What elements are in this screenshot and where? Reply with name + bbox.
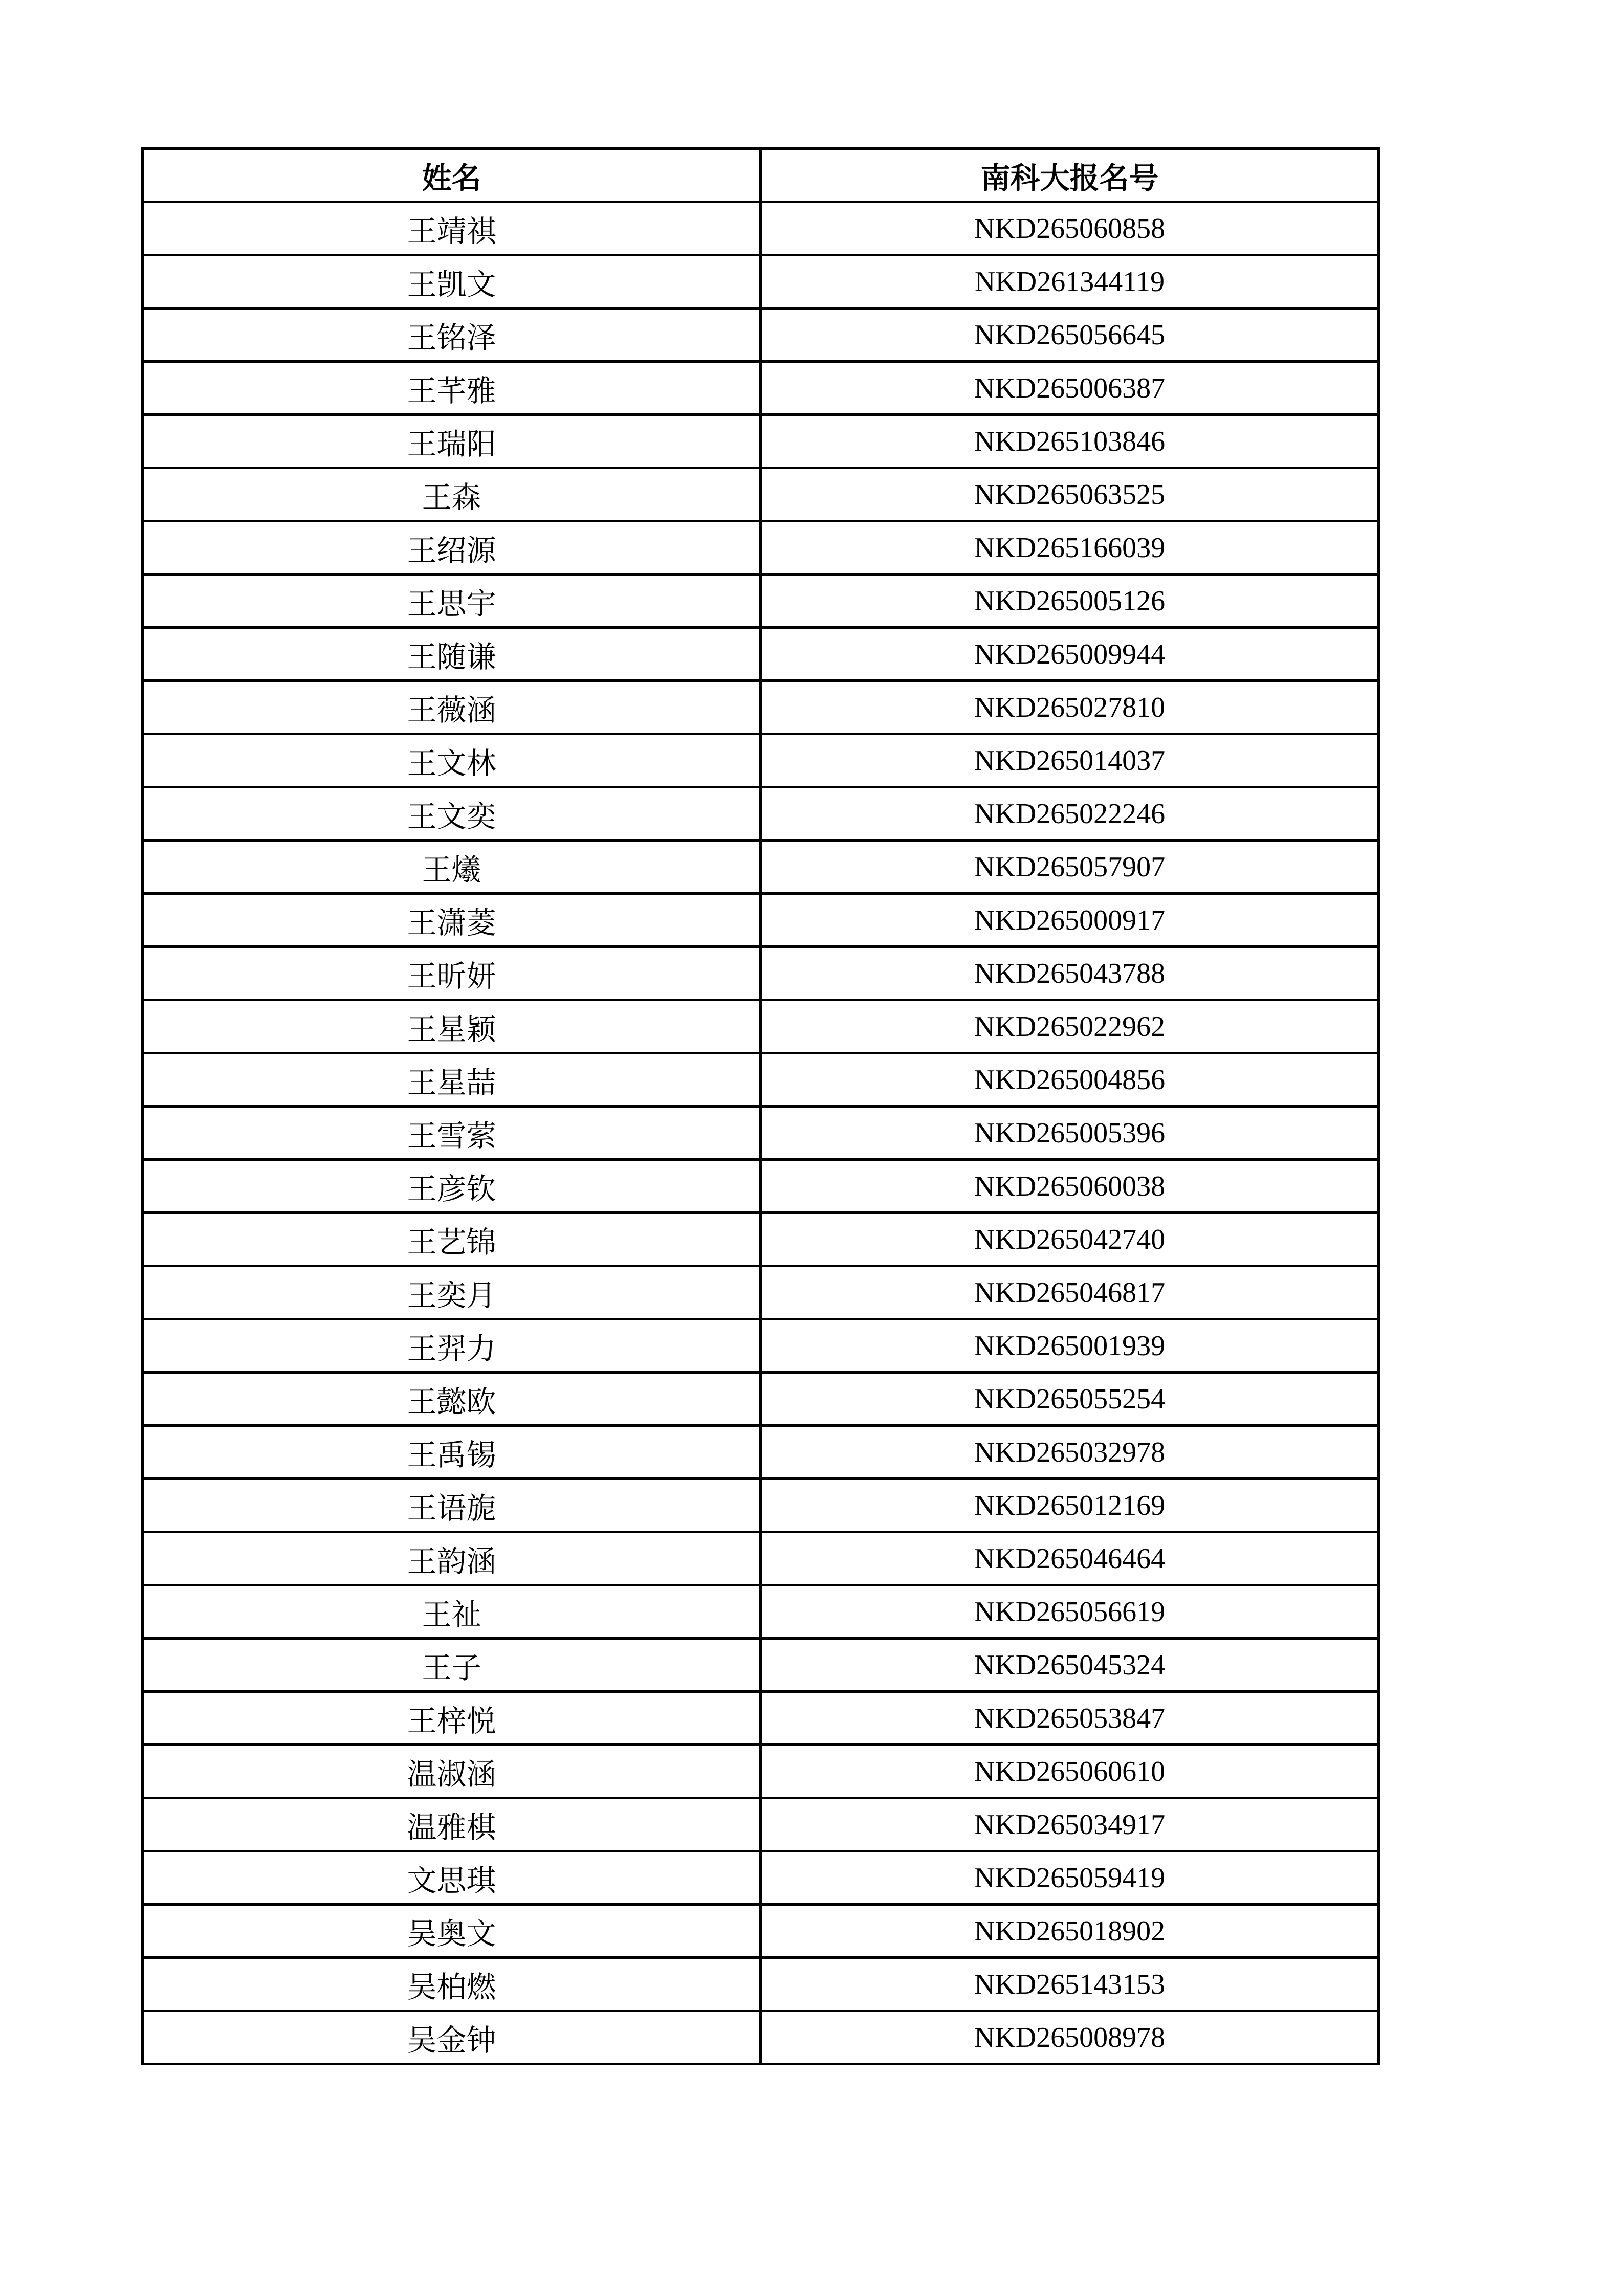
registration-number-cell: NKD265005396: [761, 1107, 1379, 1160]
table-body: [143, 202, 1379, 2064]
student-name-cell: 王韵涵: [143, 1532, 761, 1585]
registration-number-cell: NKD265012169: [761, 1479, 1379, 1532]
table-row: [143, 1905, 1379, 1958]
student-name-cell: 王铭泽: [143, 308, 761, 362]
registration-number-cell: NKD265032978: [761, 1426, 1379, 1479]
table-row: [143, 947, 1379, 1000]
table-row: [143, 1745, 1379, 1798]
student-name-cell: 温雅棋: [143, 1798, 761, 1851]
student-name-cell: 吴柏燃: [143, 1958, 761, 2011]
table-row: [143, 521, 1379, 575]
student-name-cell: 王森: [143, 468, 761, 521]
student-name-cell: 温淑涵: [143, 1745, 761, 1798]
student-name-cell: 王懿欧: [143, 1373, 761, 1426]
registration-number-cell: NKD265060610: [761, 1745, 1379, 1798]
registration-number-cell: NKD261344119: [761, 255, 1379, 308]
table-row: [143, 415, 1379, 468]
student-name-cell: 王艺锦: [143, 1213, 761, 1266]
student-name-cell: 王随谦: [143, 628, 761, 681]
student-name-cell: 文思琪: [143, 1851, 761, 1905]
registration-number-cell: NKD265005126: [761, 575, 1379, 628]
student-name-cell: 王靖祺: [143, 202, 761, 255]
registration-number-cell: NKD265022246: [761, 787, 1379, 841]
registration-number-cell: NKD265006387: [761, 362, 1379, 415]
student-name-cell: 王文奕: [143, 787, 761, 841]
registration-number-cell: NKD265056619: [761, 1585, 1379, 1639]
table-row: [143, 787, 1379, 841]
registration-number-cell: NKD265042740: [761, 1213, 1379, 1266]
table-row: [143, 681, 1379, 734]
registration-number-cell: NKD265143153: [761, 1958, 1379, 2011]
table-row: [143, 1160, 1379, 1213]
table-row: [143, 734, 1379, 787]
registration-number-cell: NKD265014037: [761, 734, 1379, 787]
registration-number-cell: NKD265056645: [761, 308, 1379, 362]
registration-number-cell: NKD265055254: [761, 1373, 1379, 1426]
table-row: [143, 1639, 1379, 1692]
table-row: [143, 1585, 1379, 1639]
table-row: [143, 2011, 1379, 2064]
student-name-cell: 王彦钦: [143, 1160, 761, 1213]
registration-number-cell: NKD265060858: [761, 202, 1379, 255]
header-registration-number: 南科大报名号: [761, 149, 1379, 202]
registration-number-cell: NKD265057907: [761, 841, 1379, 894]
registration-number-cell: NKD265001939: [761, 1319, 1379, 1373]
table-row: [143, 1213, 1379, 1266]
registration-number-cell: NKD265004856: [761, 1053, 1379, 1107]
table-row: [143, 575, 1379, 628]
table-row: [143, 1798, 1379, 1851]
table-row: [143, 1107, 1379, 1160]
registration-number-cell: NKD265000917: [761, 894, 1379, 947]
table-row: [143, 202, 1379, 255]
table-row: [143, 1851, 1379, 1905]
registration-number-cell: NKD265166039: [761, 521, 1379, 575]
registration-number-cell: NKD265063525: [761, 468, 1379, 521]
table-row: [143, 255, 1379, 308]
table-row: [143, 468, 1379, 521]
registration-number-cell: NKD265009944: [761, 628, 1379, 681]
student-name-cell: 王羿力: [143, 1319, 761, 1373]
table-row: [143, 1373, 1379, 1426]
table-row: [143, 894, 1379, 947]
student-name-cell: 吴奥文: [143, 1905, 761, 1958]
registration-number-cell: NKD265027810: [761, 681, 1379, 734]
registration-number-cell: NKD265059419: [761, 1851, 1379, 1905]
table-row: [143, 1692, 1379, 1745]
registration-number-cell: NKD265034917: [761, 1798, 1379, 1851]
table-row: [143, 628, 1379, 681]
registration-number-cell: NKD265046817: [761, 1266, 1379, 1319]
student-name-cell: 王绍源: [143, 521, 761, 575]
registration-number-cell: NKD265022962: [761, 1000, 1379, 1053]
student-name-cell: 王薇涵: [143, 681, 761, 734]
table-row: [143, 1426, 1379, 1479]
student-name-cell: 王瑞阳: [143, 415, 761, 468]
table-row: [143, 1053, 1379, 1107]
student-name-cell: 王文林: [143, 734, 761, 787]
student-name-cell: 王禹锡: [143, 1426, 761, 1479]
registration-number-cell: NKD265046464: [761, 1532, 1379, 1585]
registration-table: [141, 147, 1380, 2065]
table-row: [143, 1532, 1379, 1585]
student-name-cell: 王芊雅: [143, 362, 761, 415]
table-row: [143, 841, 1379, 894]
student-name-cell: 王爔: [143, 841, 761, 894]
student-name-cell: 王思宇: [143, 575, 761, 628]
registration-number-cell: NKD265103846: [761, 415, 1379, 468]
registration-number-cell: NKD265008978: [761, 2011, 1379, 2064]
registration-number-cell: NKD265045324: [761, 1639, 1379, 1692]
student-name-cell: 王子: [143, 1639, 761, 1692]
table-row: [143, 1319, 1379, 1373]
student-name-cell: 王奕月: [143, 1266, 761, 1319]
table-row: [143, 1000, 1379, 1053]
table-row: [143, 362, 1379, 415]
student-name-cell: 王雪萦: [143, 1107, 761, 1160]
header-name: 姓名: [143, 149, 761, 202]
student-name-cell: 吴金钟: [143, 2011, 761, 2064]
student-name-cell: 王潇菱: [143, 894, 761, 947]
table-row: [143, 1958, 1379, 2011]
header-row: [143, 149, 1379, 202]
student-name-cell: 王语旎: [143, 1479, 761, 1532]
table-row: [143, 1479, 1379, 1532]
student-name-cell: 王祉: [143, 1585, 761, 1639]
student-name-cell: 王星喆: [143, 1053, 761, 1107]
registration-number-cell: NKD265053847: [761, 1692, 1379, 1745]
registration-number-cell: NKD265043788: [761, 947, 1379, 1000]
registration-number-cell: NKD265018902: [761, 1905, 1379, 1958]
student-name-cell: 王昕妍: [143, 947, 761, 1000]
student-name-cell: 王星颖: [143, 1000, 761, 1053]
student-name-cell: 王凯文: [143, 255, 761, 308]
student-name-cell: 王梓悦: [143, 1692, 761, 1745]
table-row: [143, 1266, 1379, 1319]
registration-number-cell: NKD265060038: [761, 1160, 1379, 1213]
table-row: [143, 308, 1379, 362]
